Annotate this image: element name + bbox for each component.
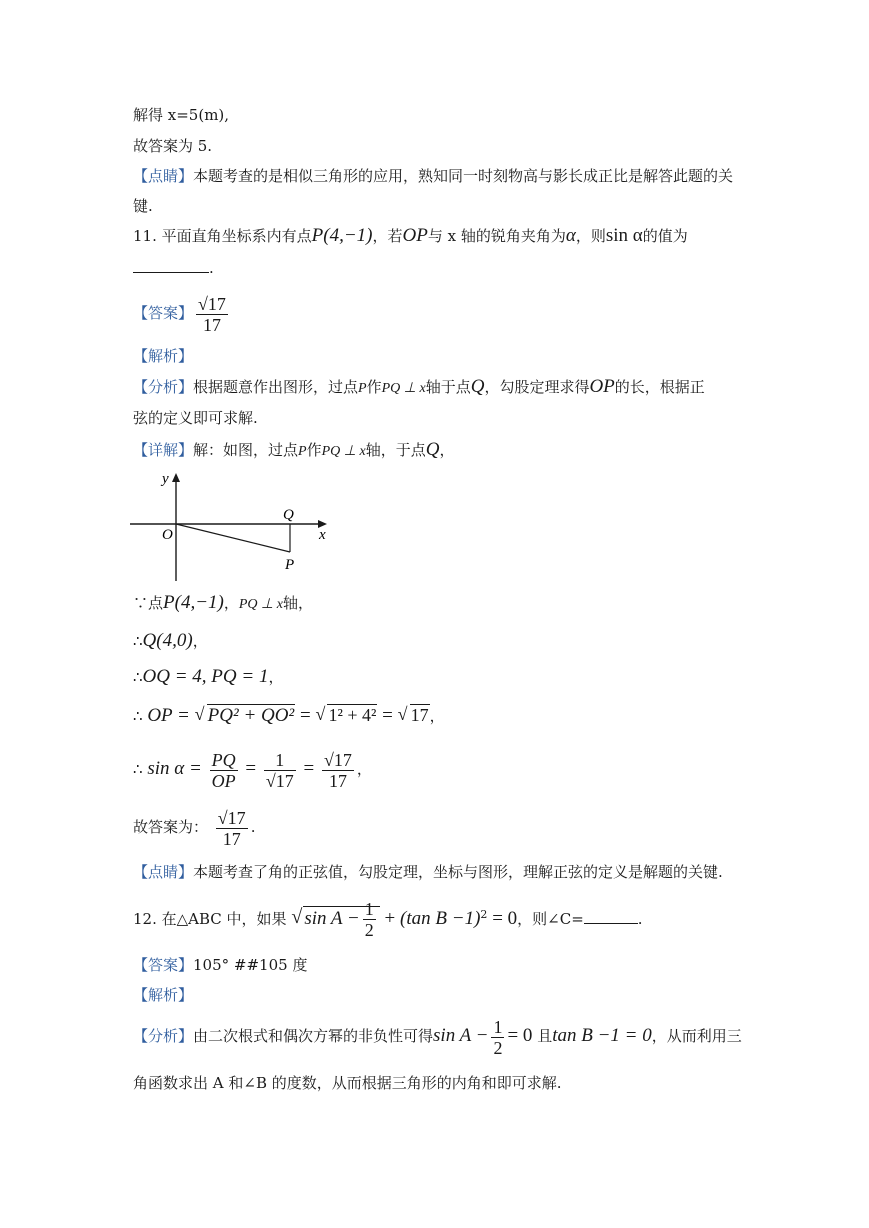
- note-text: 本题考查的是相似三角形的应用，熟知同一时刻物高与影长成正比是解答此题的关: [193, 167, 734, 185]
- final-answer-end: .: [250, 818, 256, 836]
- analysis-text: 作: [366, 378, 382, 396]
- sqrt-expression: [195, 705, 295, 726]
- analysis-text: 的长，根据正: [614, 378, 705, 396]
- fraction: [363, 899, 376, 940]
- equals-zero: = 0: [492, 908, 518, 929]
- coordinate-diagram: [130, 465, 330, 585]
- math-point: P(4,−1): [311, 225, 373, 246]
- question-text: ，则: [575, 227, 606, 245]
- fraction-denominator: OP: [211, 770, 236, 791]
- jiexi-tag: 【解析】: [133, 986, 194, 1004]
- step-5: [133, 747, 372, 791]
- question-text: 的值为: [642, 227, 688, 245]
- analysis-text: 由二次根式和偶次方幂的非负性可得: [193, 1027, 434, 1045]
- analysis-tag: 【分析】: [133, 1027, 194, 1045]
- step-4: [133, 705, 445, 726]
- note-line: [133, 166, 733, 186]
- radicand: 17: [410, 705, 429, 725]
- fraction: [264, 750, 296, 791]
- detail-line: [133, 440, 454, 462]
- math-p: P: [298, 444, 307, 459]
- radicand: PQ² + QO²: [207, 705, 295, 726]
- fraction-numerator: √17: [217, 807, 246, 828]
- note-line-cont: 键.: [133, 197, 153, 215]
- step-text: ，: [223, 594, 239, 612]
- math-sin-a: sin A −: [433, 1025, 489, 1046]
- fraction-denominator: 2: [364, 919, 374, 940]
- sqrt-expression: [398, 705, 430, 725]
- step-text: ，: [268, 668, 284, 686]
- equals: =: [303, 758, 315, 779]
- equals: =: [245, 758, 257, 779]
- final-answer-text: 故答案为：: [133, 818, 209, 836]
- detail-text: 解：如图，过点: [193, 441, 299, 459]
- fraction-numerator: 1: [364, 898, 374, 919]
- analysis-line-cont: 弦的定义即可求解.: [133, 409, 258, 427]
- step-text: ∴: [133, 760, 143, 778]
- label-x: x: [319, 527, 326, 543]
- question-number: 11.: [133, 227, 157, 245]
- step-text: ∴: [133, 632, 143, 650]
- fraction: [322, 750, 354, 791]
- step-text: ∴: [133, 707, 143, 725]
- fraction: [491, 1017, 504, 1058]
- analysis-text: ，从而利用三: [651, 1027, 742, 1045]
- radicand: [303, 898, 379, 940]
- exponent: 2: [480, 908, 488, 921]
- fraction-numerator: PQ: [211, 749, 236, 770]
- question-text: ，则∠C=: [517, 910, 584, 928]
- fraction-numerator: 1: [493, 1016, 503, 1037]
- answer-tag: 【答案】: [133, 956, 194, 974]
- answer-tag: 【答案】: [133, 304, 194, 322]
- label-origin: O: [162, 527, 173, 543]
- step-text: ∴: [133, 668, 143, 686]
- math-lengths: OQ = 4, PQ = 1: [142, 666, 269, 687]
- analysis-line: [133, 1016, 742, 1058]
- radicand-text: sin A −: [304, 908, 360, 929]
- detail-text: ，: [439, 441, 455, 459]
- math-p: P: [358, 381, 367, 396]
- math-q: Q: [470, 376, 485, 397]
- answer-text: 105° ##105 度: [193, 956, 308, 974]
- jiexi-tag: 【解析】: [133, 347, 194, 365]
- y-axis-arrow-icon: [172, 473, 180, 482]
- fraction-denominator: √17: [265, 770, 294, 791]
- question-text: 平面直角坐标系内有点: [161, 227, 312, 245]
- math-q: Q: [425, 439, 440, 460]
- math-alpha: α: [565, 225, 576, 246]
- sqrt-expression: [291, 896, 379, 941]
- blank-end: .: [637, 910, 643, 928]
- sqrt-expression: [315, 705, 377, 725]
- math-pq: PQ ⊥ x: [238, 597, 283, 612]
- math-op: OP: [402, 225, 428, 246]
- label-p: P: [285, 557, 295, 573]
- fraction-denominator: 17: [202, 314, 221, 335]
- equals: =: [382, 705, 393, 726]
- analysis-text: 轴于点: [425, 378, 471, 396]
- detail-tag: 【详解】: [133, 441, 194, 459]
- step-text: ，: [192, 632, 208, 650]
- radicand: 1² + 4²: [328, 705, 377, 725]
- equals: =: [299, 705, 311, 726]
- fraction: [210, 750, 238, 791]
- math-sin-alpha: sin α: [605, 225, 643, 246]
- math-pq: PQ ⊥ x: [381, 381, 426, 396]
- analysis-text: 根据题意作出图形，过点: [193, 378, 359, 396]
- fraction-numerator: √17: [198, 293, 226, 314]
- plus: +: [384, 908, 396, 929]
- answer-line: [133, 955, 307, 975]
- segment-op: [176, 524, 290, 552]
- math-point: P(4,−1): [163, 592, 224, 613]
- analysis-tag: 【分析】: [133, 378, 194, 396]
- question-text: ，若: [372, 227, 403, 245]
- math-op: OP: [589, 376, 615, 397]
- step-text: ∵点: [133, 594, 164, 612]
- note-text: 本题考查了角的正弦值，勾股定理，坐标与图形，理解正弦的定义是解题的关键.: [193, 863, 723, 881]
- answer-blank[interactable]: [133, 272, 209, 273]
- question-text: 在△ABC 中，如果: [161, 910, 287, 928]
- math-tan-term: (tan B −1): [400, 908, 481, 929]
- detail-text: 作: [306, 441, 322, 459]
- fraction-numerator: 1: [264, 750, 296, 771]
- detail-text: 轴，于点: [365, 441, 426, 459]
- analysis-text: 且: [537, 1027, 553, 1045]
- answer-blank-line: [133, 258, 214, 278]
- answer-line: 故答案为 5.: [133, 137, 213, 155]
- final-answer-line: [133, 805, 255, 849]
- equals-zero: = 0: [507, 1025, 533, 1046]
- analysis-text: ，勾股定理求得: [484, 378, 590, 396]
- fraction-denominator: 2: [493, 1037, 503, 1058]
- math-tan-b: tan B −1 = 0: [552, 1025, 652, 1046]
- label-y: y: [162, 471, 169, 487]
- analysis-line: [133, 377, 705, 399]
- step-text: ，: [356, 760, 372, 778]
- step-3: [133, 667, 283, 687]
- answer-fraction: [196, 294, 228, 335]
- fraction-denominator: 17: [328, 770, 347, 791]
- question-12: [133, 893, 643, 941]
- analysis-line-cont: 角函数求出 A 和∠B 的度数，从而根据三角形的内角和即可求解.: [133, 1074, 562, 1092]
- solution-line: 解得 x=5(m),: [133, 106, 230, 124]
- question-number: 12.: [133, 910, 157, 928]
- answer-line: [133, 290, 231, 336]
- note-tag: 【点睛】: [133, 863, 194, 881]
- math-sin-eq: sin α =: [147, 758, 202, 779]
- note-tag: 【点睛】: [133, 167, 194, 185]
- question-text: 与 x 轴的锐角夹角为: [427, 227, 566, 245]
- fraction: [216, 808, 248, 849]
- math-pq: PQ ⊥ x: [321, 444, 366, 459]
- answer-blank[interactable]: [584, 923, 638, 924]
- blank-end: .: [209, 259, 214, 277]
- math-op-eq: OP =: [147, 705, 190, 726]
- step-text: 轴，: [282, 594, 313, 612]
- math-q-coord: Q(4,0): [142, 630, 193, 651]
- fraction-numerator: √17: [324, 749, 352, 770]
- step-1: [133, 593, 313, 615]
- label-q: Q: [283, 507, 294, 523]
- question-11: [133, 226, 688, 246]
- step-text: ，: [429, 707, 445, 725]
- note-line: [133, 862, 723, 882]
- fraction-denominator: 17: [222, 828, 241, 849]
- step-2: [133, 631, 208, 651]
